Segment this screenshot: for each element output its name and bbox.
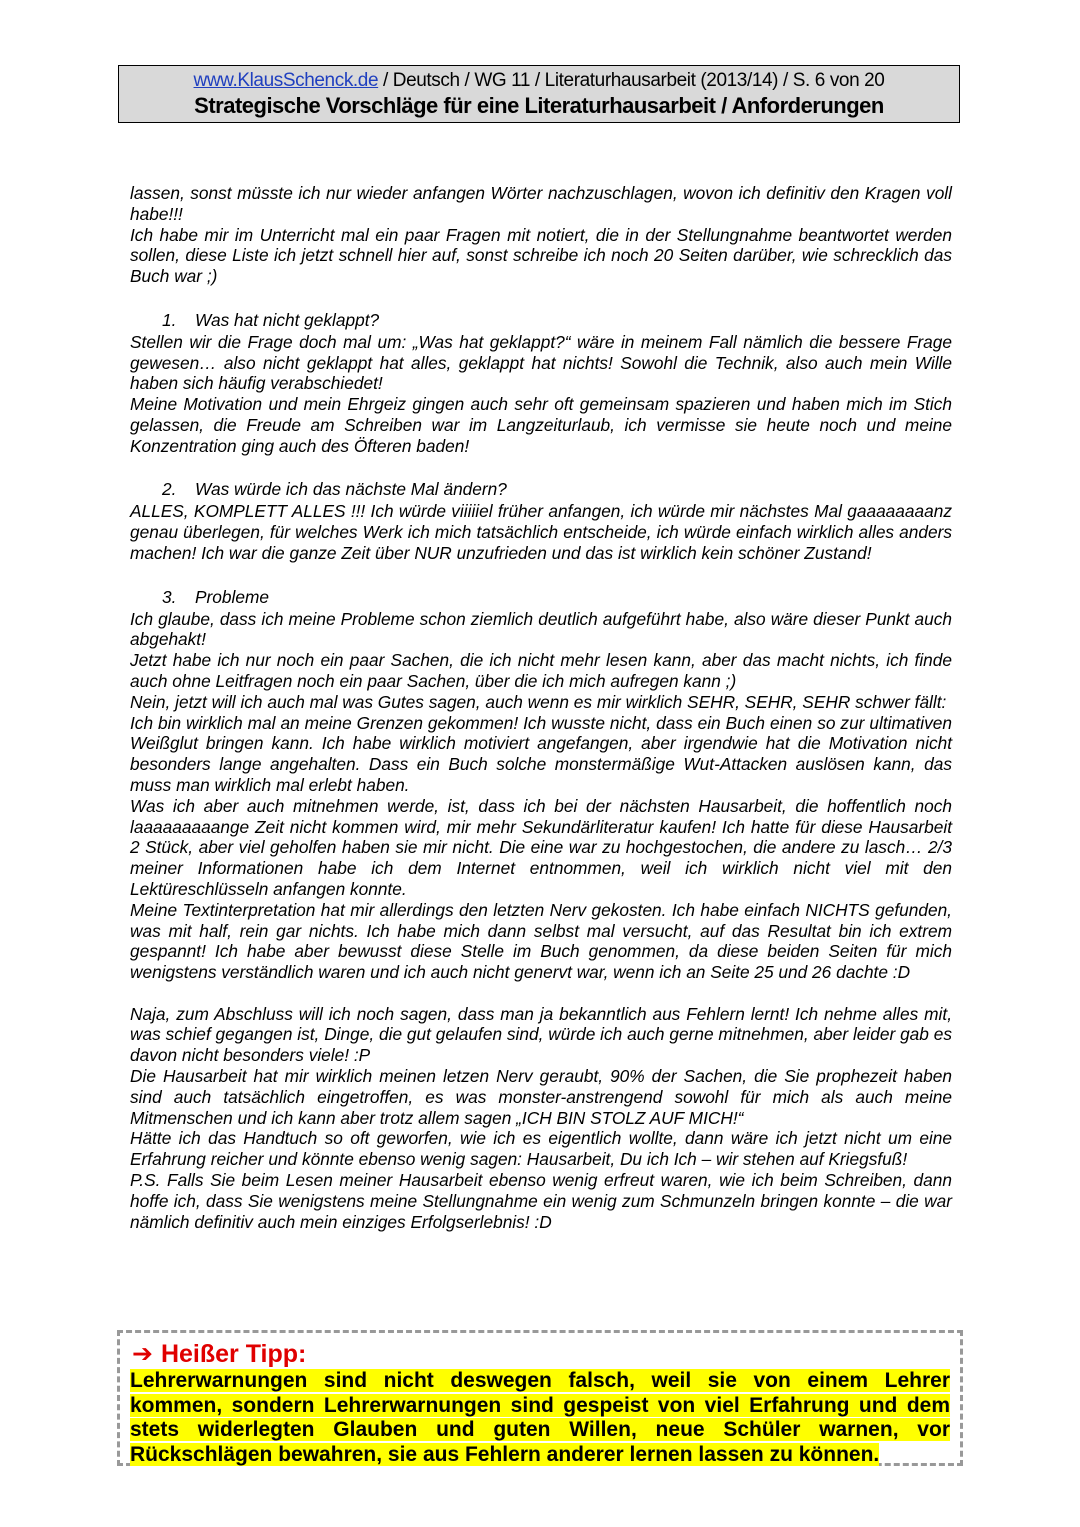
closing-paragraph: P.S. Falls Sie beim Lesen meiner Hausarbeit ebenso wenig erfreut waren, wie ich beim Schreiben, dann hoffe ich, dass Sie wenigstens meine Stellungnahme ein wenig zum Schmunzeln bringen konnte – die war nämlich definitiv auch mein einziges Erfolgserlebnis! :D xyxy=(130,1170,952,1232)
section-heading-text: Was würde ich das nächste Mal ändern? xyxy=(195,479,507,500)
closing-paragraph: Die Hausarbeit hat mir wirklich meinen letzen Nerv geraubt, 90% der Sachen, die Sie prophezeit haben sind auch tatsächlich eingetroffen, es was monster-anstrengend sowohl für mich als auch meine Mitmenschen und ich kann aber trotz allem sagen „ICH BIN STOLZ AUF MICH!“ xyxy=(130,1066,952,1128)
page-header xyxy=(118,65,960,123)
intro-paragraph: lassen, sonst müsste ich nur wieder anfangen Wörter nachzuschlagen, wovon ich definitiv den Kragen voll habe!!! xyxy=(130,183,952,224)
section-heading-text: Was hat nicht geklappt? xyxy=(195,309,380,330)
tip-text xyxy=(130,1369,950,1467)
section-heading xyxy=(130,308,952,332)
intro-paragraph: Ich habe mir im Unterricht mal ein paar Fragen mit notiert, die in der Stellungnahme beantwortet werden sollen, diese Liste ich jetzt schnell hier auf, sonst schreibe ich noch 20 Seiten darüber, wie schrecklich das Buch war ;) xyxy=(130,224,952,287)
header-breadcrumb xyxy=(119,69,959,93)
section-paragraph: Meine Textinterpretation hat mir allerdings den letzten Nerv gekosten. Ich habe einfach NICHTS gefunden, was mit half, rein gar nichts. Ich habe mich dann selbst mal versucht, auf das Resultat bin ich extrem gespannt! Ich habe aber bewusst diese Stelle im Buch genommen, da diese beiden Seiten für mich wenigstens verständlich waren und ich auch nicht genervt war, wenn ich an Seite 25 und 26 dachte :D xyxy=(130,899,952,983)
tip-heading xyxy=(132,1339,950,1369)
tip-title: Heißer Tipp: xyxy=(160,1340,307,1368)
closing-paragraph: Naja, zum Abschluss will ich noch sagen, dass man ja bekanntlich aus Fehlern lernt! Ich nehme alles mit, was schief gegangen ist, Dinge, die gut gelaufen sind, würde ich auch gerne mitnehmen, aber leider gab es davon nicht besonders viele! :P xyxy=(130,1003,952,1066)
document-body xyxy=(130,183,952,1232)
section-number: 1. xyxy=(162,309,177,330)
website-link[interactable]: www.KlausSchenck.de xyxy=(193,70,379,91)
section-heading xyxy=(130,585,952,609)
section-number: 2. xyxy=(162,479,177,500)
section-heading-text: Probleme xyxy=(195,586,269,607)
tip-text-highlight: Lehrerwarnungen sind nicht deswegen falsch, weil sie von einem Lehrer kommen, sondern Lehrerwarnungen sind gespeist von viel Erfahrung und dem stets widerlegten Glauben und guten Willen, neue Schüler warnen, vor Rückschlägen bewahren, sie aus Fehlern anderer lernen lassen zu können. xyxy=(130,1369,950,1466)
section-heading xyxy=(130,477,952,501)
section-number: 3. xyxy=(162,586,177,607)
closing-paragraph: Hätte ich das Handtuch so oft geworfen, wie ich es eigentlich wollte, dann wäre ich jetzt nicht um eine Erfahrung reicher und könnte ebenso wenig sagen: Hausarbeit, Du ich Ich – wir stehen auf Kriegsfuß! xyxy=(130,1128,952,1170)
tip-box xyxy=(117,1330,963,1466)
section-paragraph: ALLES, KOMPLETT ALLES !!! Ich würde viiiiiel früher anfangen, ich würde mir nächstes Mal gaaaaaaaanz genau überlegen, für welches Werk ich mich tatsächlich entscheide, ich würde einfach wirklich alles anders machen! Ich war die ganze Zeit über NUR unzufrieden und das ist wirklich kein schöner Zustand! xyxy=(130,501,952,563)
section-paragraph: Ich bin wirklich mal an meine Grenzen gekommen! Ich wusste nicht, dass ein Buch einen so zur ultimativen Weißglut bringen kann. Ich habe wirklich motiviert angefangen, aber irgendwie hat die Motivation nicht besonders lange angehalten. Dass ein Buch solche monstermäßige Wut-Attacken auslösen kann, das muss man wirklich mal erlebt haben. xyxy=(130,712,952,795)
header-breadcrumb-rest: / Deutsch / WG 11 / Literaturhausarbeit (2013/14) / S. 6 von 20 xyxy=(378,70,885,91)
section-paragraph: Was ich aber auch mitnehmen werde, ist, dass ich bei der nächsten Hausarbeit, die hoffentlich noch laaaaaaaaange Zeit nicht kommen wird, mir mehr Sekundärliteratur kaufen! Ich hatte für diese Hausarbeit 2 Stück, aber viel geholfen haben sie mir nicht. Die eine war zu hochgestochen, die andere zu lasch… 2/3 meiner Informationen habe ich dem Internet entnommen, weil ich wirklich nicht viel mit den Lektüreschlüsseln anfangen konnte. xyxy=(130,795,952,899)
section-paragraph: Jetzt habe ich nur noch ein paar Sachen, die ich nicht mehr lesen kann, aber das macht nichts, ich finde auch ohne Leitfragen noch ein paar Sachen, über die ich mich aufregen kann ;) xyxy=(130,650,952,691)
section-paragraph: Meine Motivation und mein Ehrgeiz gingen auch sehr oft gemeinsam spazieren und haben mich im Stich gelassen, die Freude am Schreiben war im Langzeiturlaub, ich vermisse sie heute noch und meine Konzentration ging auch des Öfteren baden! xyxy=(130,394,952,456)
section-paragraph: Ich glaube, dass ich meine Probleme schon ziemlich deutlich aufgeführt habe, also wäre dieser Punkt auch abgehakt! xyxy=(130,608,952,650)
section-paragraph: Nein, jetzt will ich auch mal was Gutes sagen, auch wenn es mir wirklich SEHR, SEHR, SEHR schwer fällt: xyxy=(130,691,947,712)
page-title: Strategische Vorschläge für eine Literaturhausarbeit / Anforderungen xyxy=(194,93,884,118)
arrow-right-icon: ➔ xyxy=(132,1340,153,1368)
section-paragraph: Stellen wir die Frage doch mal um: „Was hat geklappt?“ wäre in meinem Fall nämlich die bessere Frage gewesen… also nicht geklappt hat alles, geklappt hat nichts! Sowohl die Technik, also auch mein Wille haben sich häufig verabschiedet! xyxy=(130,331,952,394)
